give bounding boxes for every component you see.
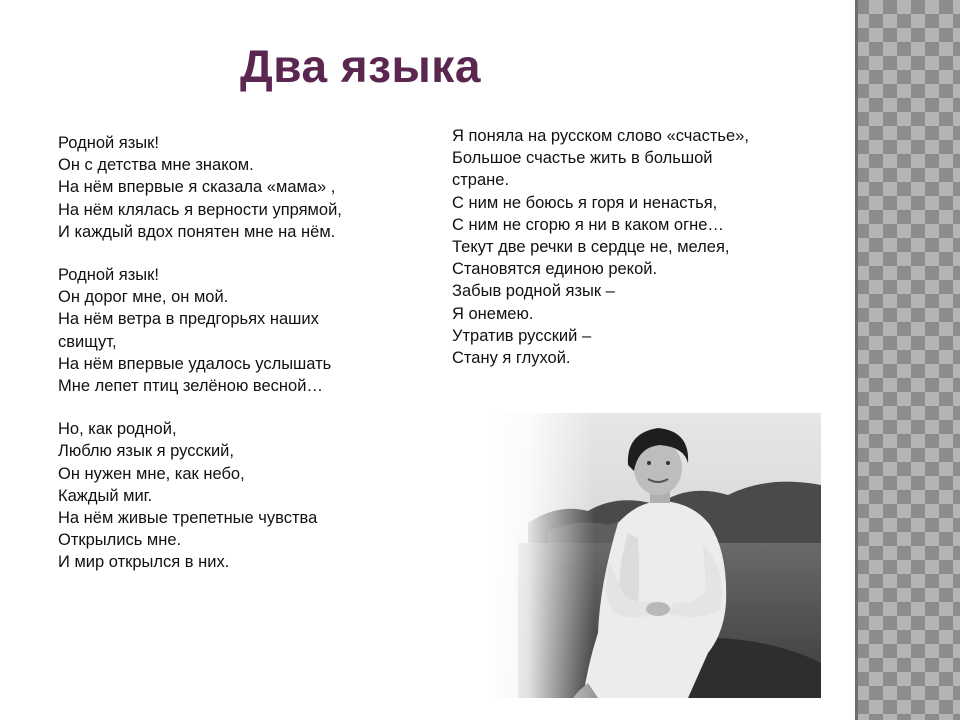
poem-line: Он дорог мне, он мой. [58,288,229,307]
poem-line: Открылись мне. [58,531,182,550]
poem-line: стране. [452,171,510,190]
poem-line: Я онемею. [452,304,534,323]
poem-line: Родной язык! [58,266,159,285]
poem-line: И мир открылся в них. [58,553,230,572]
poem-line: С ним не боюсь я горя и ненастья, [452,193,718,212]
poem-left-column [58,132,418,595]
stanza [58,132,418,243]
decorative-side-pattern [855,0,960,720]
poem-line: Я поняла на русском слово «счастье», [452,127,749,145]
poem-line: На нём живые трепетные чувства [58,509,318,528]
poem-line: На нём клялась я верности упрямой, [58,200,342,219]
poem-line: С ним не сгорю я ни в каком огне… [452,215,724,234]
poem-line: Мне лепет птиц зелёною весной… [58,377,323,396]
poem-line: Люблю язык я русский, [58,442,234,461]
poem-line: Становятся единою рекой. [452,260,658,279]
poem-line: Стану я глухой. [452,349,571,368]
page-title: Два языка [240,40,481,92]
poem-line: На нём впервые удалось услышать [58,354,332,373]
poem-line: Он с детства мне знаком. [58,156,254,175]
poem-line: Утратив русский – [452,326,592,345]
poem-line: Каждый миг. [58,486,153,505]
poem-line: Родной язык! [58,134,159,152]
poem-line: И каждый вдох понятен мне на нём. [58,222,336,241]
poem-line: Текут две речки в сердце не, мелея, [452,238,730,257]
poem-line: Он нужен мне, как небо, [58,464,245,483]
poem-line: свищут, [58,332,117,351]
poem-right-column [452,125,832,369]
poem-line: На нём впервые я сказала «мама» , [58,178,336,197]
poem-line: Но, как родной, [58,420,177,439]
stanza [58,264,418,397]
poem-line: На нём ветра в предгорьях наших [58,310,319,329]
poem-line: Большое счастье жить в большой [452,149,713,168]
portrait-photo [488,413,821,698]
poem-line: Забыв родной язык – [452,282,615,301]
stanza [58,418,418,573]
